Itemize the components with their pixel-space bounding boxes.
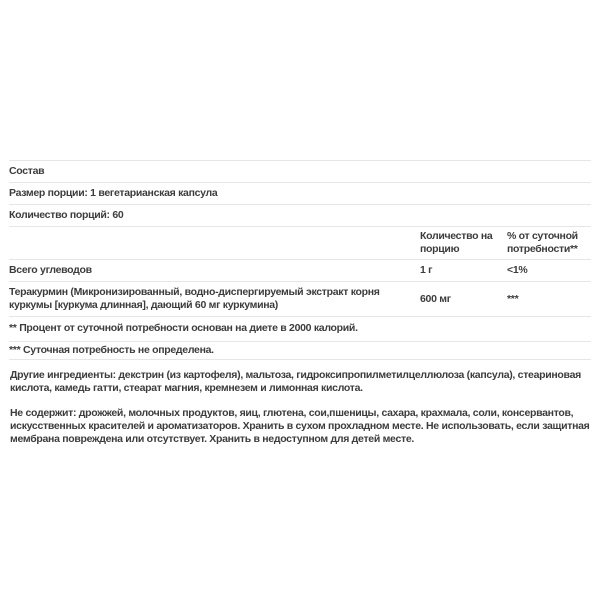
not-determined-footnote: *** Суточная потребность не определена. [9,341,591,359]
amount-column-header: Количество на порцию [420,230,493,255]
nutrient-daily-value: *** [507,292,519,305]
daily-value-column-header: % от суточной потребности** [507,230,578,255]
servings-count-row: Количество порций: 60 [9,204,591,226]
daily-value-footnote: ** Процент от суточной потребности основан на диете в 2000 калорий. [9,316,591,341]
serving-size-row: Размер порции: 1 вегетарианская капсула [9,182,591,204]
table-row [9,281,591,316]
nutrient-amount: 600 мг [420,292,451,305]
nutrient-name: Теракурмин (Микронизированный, водно-диспергируемый экстракт корня куркумы [куркума длинная], дающий 60 мг куркумина) [9,286,380,311]
table-row [9,259,591,281]
table-header-row [9,226,591,259]
table-title: Состав [9,160,591,182]
other-ingredients-text: Другие ингредиенты: декстрин (из картофеля), мальтоза, гидроксипропилметилцеллюлоза (капсула), стеариновая кислота, камедь гатти, стеарат магния, кремнезем и лимонная кислота. [10,369,581,394]
nutrient-amount: 1 г [420,264,433,276]
supplement-facts-table [9,160,591,360]
warnings-text: Не содержит: дрожжей, молочных продуктов, яиц, глютена, сои,пшеницы, сахара, крахмала, соли, консервантов, искусственных красителей и ароматизаторов. Хранить в сухом прохладном месте. Не использовать, если защитная мембрана повреждена или отсутствует. Хранить в недоступном для детей месте. [10,407,590,445]
supplement-facts-section [9,160,591,446]
nutrient-name: Всего углеводов [9,264,92,276]
nutrient-daily-value: <1% [507,264,528,276]
